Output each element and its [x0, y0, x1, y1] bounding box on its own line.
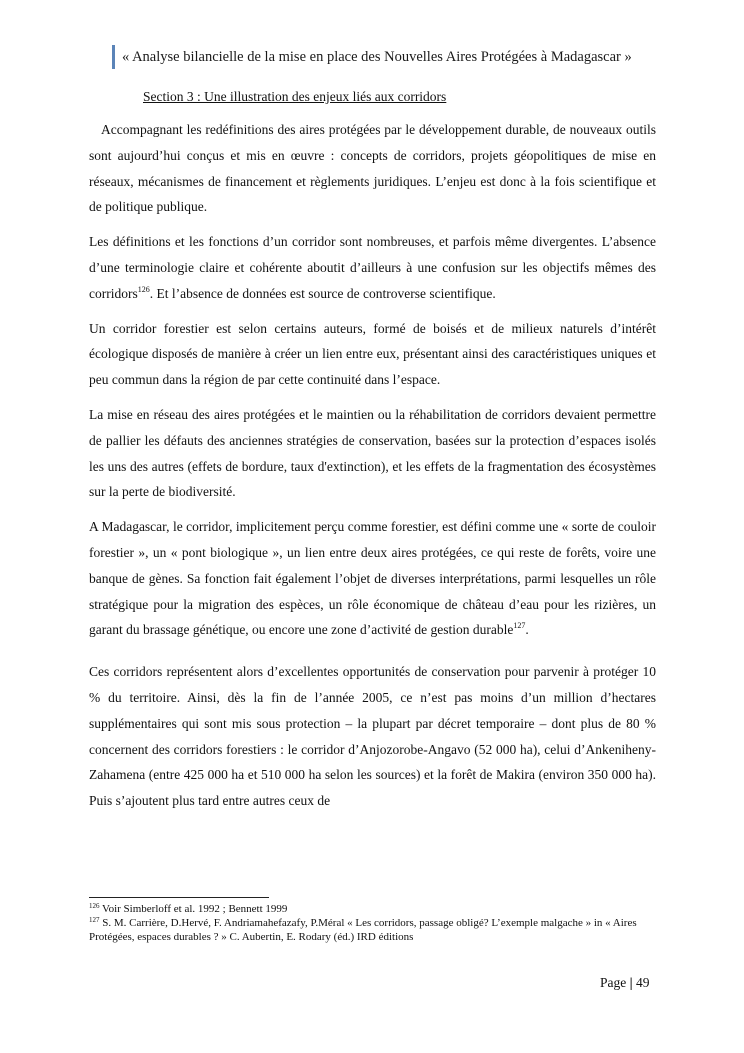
- page-header: [112, 43, 672, 71]
- page-label: Page: [600, 975, 627, 990]
- paragraph: [89, 514, 656, 643]
- footnote-text: S. M. Carrière, D.Hervé, F. Andriamahefazafy, P.Méral « Les corridors, passage obligé? L’exemple malgache » in « Aires Protégées, espaces durables ? » C. Aubertin, E. Rodary (éd.) IRD éditions: [89, 917, 637, 943]
- header-accent-bar: [112, 45, 115, 69]
- footnote-number: 126: [89, 902, 100, 910]
- footnote: [89, 916, 649, 944]
- page-separator: |: [629, 975, 633, 990]
- paragraph-text: Les définitions et les fonctions d’un corridor sont nombreuses, et parfois même divergentes. L’absence d’une terminologie claire et cohérente aboutit d’ailleurs à une confusion sur les objectifs mêmes des corridors: [89, 234, 656, 301]
- footnote-number: 127: [89, 916, 100, 924]
- paragraph: Ces corridors représentent alors d’excellentes opportunités de conservation pour parvenir à protéger 10 % du territoire. Ainsi, dès la fin de l’année 2005, ce n’est pas moins d’un million d’hectares supplémentaires qui sont mis sous protection – la plupart par décret temporaire – dont plus de 80 % concernent des corridors forestiers : le corridor d’Anjozorobe-Angavo (52 000 ha), celui d’Ankeniheny-Zahamena (entre 425 000 ha et 510 000 ha selon les sources) et la forêt de Makira (environ 350 000 ha). Puis s’ajoutent plus tard entre autres ceux de: [89, 664, 656, 809]
- paragraph: Accompagnant les redéfinitions des aires protégées par le développement durable, de nouveaux outils sont aujourd’hui conçus et mis en œuvre : concepts de corridors, projets géopolitiques de mise en réseaux, mécanismes de financement et règlements juridiques. L’enjeu est donc à la fois scientifique et de politique publique.: [89, 122, 656, 215]
- paragraph-text: .: [525, 622, 529, 638]
- paragraph-text: . Et l’absence de données est source de controverse scientifique.: [149, 285, 496, 301]
- footnote: [89, 902, 649, 916]
- paragraph: Un corridor forestier est selon certains auteurs, formé de boisés et de milieux naturels d’intérêt écologique disposés de manière à créer un lien entre eux, présentant ainsi des caractéristiques uniques et peu commun dans la région de par cette continuité dans l’espace.: [89, 320, 656, 388]
- footnote-ref: 127: [513, 621, 526, 631]
- paragraph: [89, 229, 656, 306]
- footnote-divider: [89, 897, 269, 898]
- footnote-ref: 126: [137, 284, 150, 294]
- paragraph-text: A Madagascar, le corridor, implicitement perçu comme forestier, est défini comme une « sorte de couloir forestier », un « pont biologique », un lien entre deux aires protégées, ce qui reste de forêts, voire une banque de gènes. Sa fonction fait également l’objet de diverses interprétations, parmi lesquelles un rôle stratégique pour la migration des espèces, un rôle économique de château d’eau pour les rizières, un garant du brassage génétique, ou encore une zone d’activité de gestion durable: [89, 519, 656, 638]
- section-title: Section 3 : Une illustration des enjeux liés aux corridors: [143, 89, 447, 104]
- footnote-text: Voir Simberloff et al. 1992 ; Bennett 1999: [99, 903, 288, 915]
- page-number-value: 49: [635, 975, 650, 990]
- page-number: [600, 975, 649, 991]
- header-title: « Analyse bilancielle de la mise en place des Nouvelles Aires Protégées à Madagascar »: [122, 49, 632, 65]
- paragraph: La mise en réseau des aires protégées et le maintien ou la réhabilitation de corridors devaient permettre de pallier les défauts des anciennes stratégies de conservation, basées sur la protection d’espaces isolés les uns des autres (effets de bordure, taux d'extinction), et les effets de la fragmentation des écosystèmes sur la perte de biodiversité.: [89, 406, 656, 500]
- body-text: [89, 117, 656, 823]
- footnotes: [89, 902, 649, 944]
